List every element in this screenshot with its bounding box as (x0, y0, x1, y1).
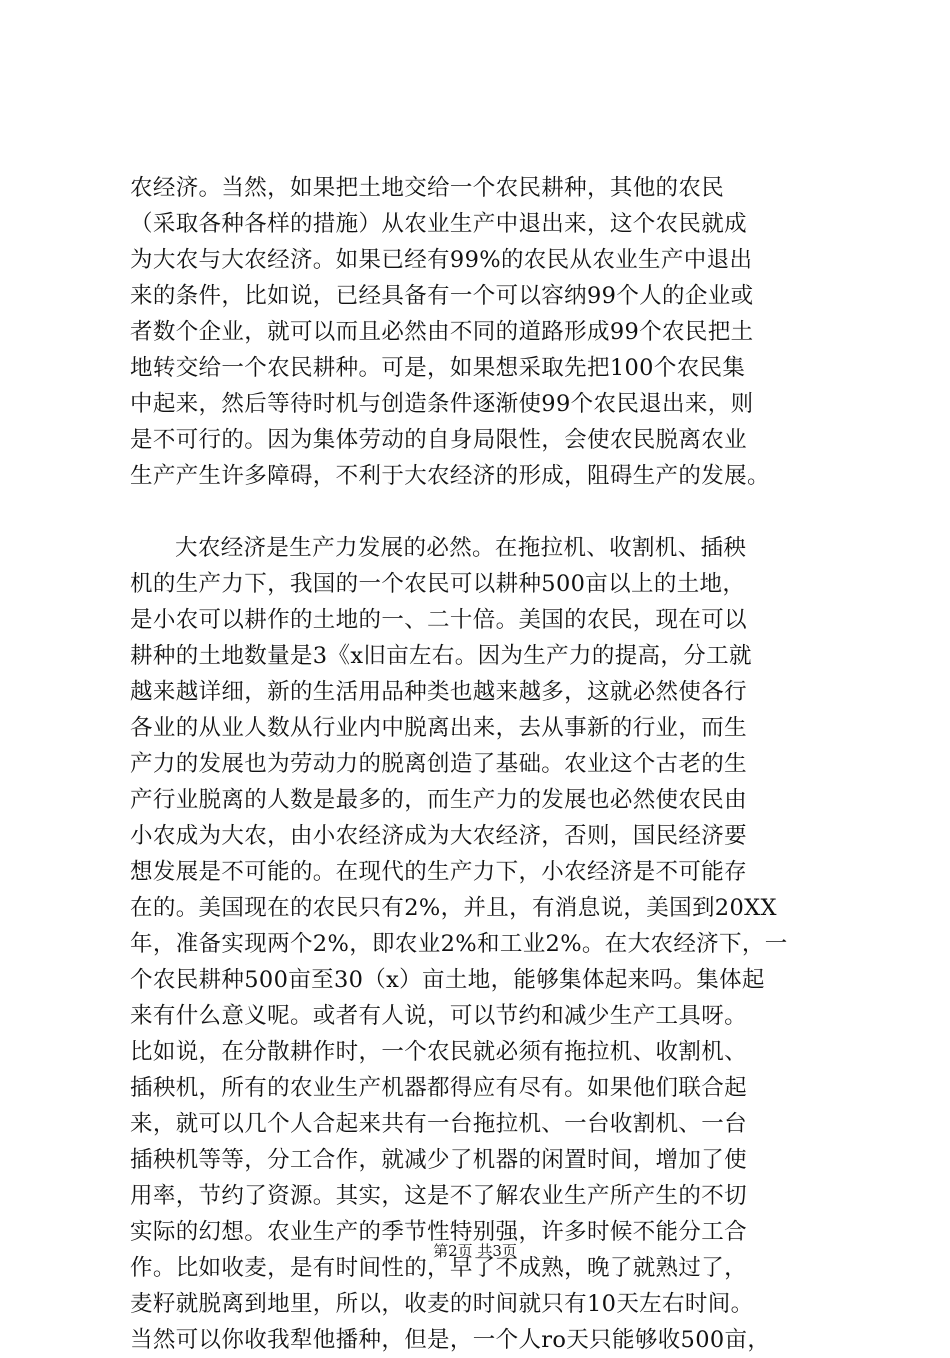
text-line: 当然可以你收我犁他播种，但是，一个人ro天只能够收500亩， (130, 1327, 771, 1353)
text-line: 为大农与大农经济。如果已经有99%的农民从农业生产中退出 (130, 247, 753, 273)
text-line: 是不可行的。因为集体劳动的自身局限性，会使农民脱离农业 (130, 427, 747, 453)
text-line: 生产产生许多障碍，不利于大农经济的形成，阻碍生产的发展。 (130, 463, 770, 489)
text-line: 是小农可以耕作的土地的一、二十倍。美国的农民，现在可以 (130, 607, 747, 633)
text-line: 在的。美国现在的农民只有2%，并且，有消息说，美国到20XX (130, 895, 777, 921)
text-line: 各业的从业人数从行业内中脱离出来，去从事新的行业，而生 (130, 715, 747, 741)
text-line: （采取各种各样的措施）从农业生产中退出来，这个农民就成 (130, 211, 747, 237)
text-line: 产行业脱离的人数是最多的，而生产力的发展也必然使农民由 (130, 787, 747, 813)
text-line: 年，准备实现两个2%，即农业2%和工业2%。在大农经济下，一 (130, 931, 788, 957)
paragraph-spacer (130, 494, 842, 530)
text-line: 作。比如收麦，是有时间性的，早了不成熟，晚了就熟过了， (130, 1255, 747, 1281)
text-line: 产力的发展也为劳动力的脱离创造了基础。农业这个古老的生 (130, 751, 747, 777)
text-line: 麦籽就脱离到地里，所以，收麦的时间就只有10天左右时间。 (130, 1291, 754, 1317)
document-body (130, 170, 842, 1358)
text-line: 插秧机等等，分工合作，就减少了机器的闲置时间，增加了使 (130, 1147, 747, 1173)
text-line: 来的条件，比如说，已经具备有一个可以容纳99个人的企业或 (130, 283, 754, 309)
text-line: 机的生产力下，我国的一个农民可以耕种500亩以上的土地， (130, 571, 746, 597)
text-line: 想发展是不可能的。在现代的生产力下，小农经济是不可能存 (130, 859, 747, 885)
text-line: 来，就可以几个人合起来共有一台拖拉机、一台收割机、一台 (130, 1111, 747, 1137)
text-line: 大农经济是生产力发展的必然。在拖拉机、收割机、插秧 (175, 535, 747, 561)
text-line: 者数个企业，就可以而且必然由不同的道路形成99个农民把土 (130, 319, 754, 345)
page-number-footer: 第2页 共3页 (433, 1242, 517, 1260)
text-line: 比如说，在分散耕作时，一个农民就必须有拖拉机、收割机、 (130, 1039, 747, 1065)
text-line: 地转交给一个农民耕种。可是，如果想采取先把100个农民集 (130, 355, 746, 381)
text-line: 小农成为大农，由小农经济成为大农经济，否则，国民经济要 (130, 823, 747, 849)
text-line: 农经济。当然，如果把土地交给一个农民耕种，其他的农民 (130, 175, 725, 201)
text-line: 实际的幻想。农业生产的季节性特别强，许多时候不能分工合 (130, 1219, 747, 1245)
text-line: 插秧机，所有的农业生产机器都得应有尽有。如果他们联合起 (130, 1075, 747, 1101)
text-line: 耕种的土地数量是3《x旧亩左右。因为生产力的提高，分工就 (130, 643, 752, 669)
text-line: 个农民耕种500亩至30（x）亩土地，能够集体起来吗。集体起 (130, 967, 765, 993)
text-line: 中起来，然后等待时机与创造条件逐渐使99个农民退出来，则 (130, 391, 754, 417)
text-line: 越来越详细，新的生活用品种类也越来越多，这就必然使各行 (130, 679, 747, 705)
text-line: 用率，节约了资源。其实，这是不了解农业生产所产生的不切 (130, 1183, 747, 1209)
paragraph-2 (130, 530, 842, 1358)
paragraph-1 (130, 170, 842, 494)
text-line: 来有什么意义呢。或者有人说，可以节约和减少生产工具呀。 (130, 1003, 747, 1029)
